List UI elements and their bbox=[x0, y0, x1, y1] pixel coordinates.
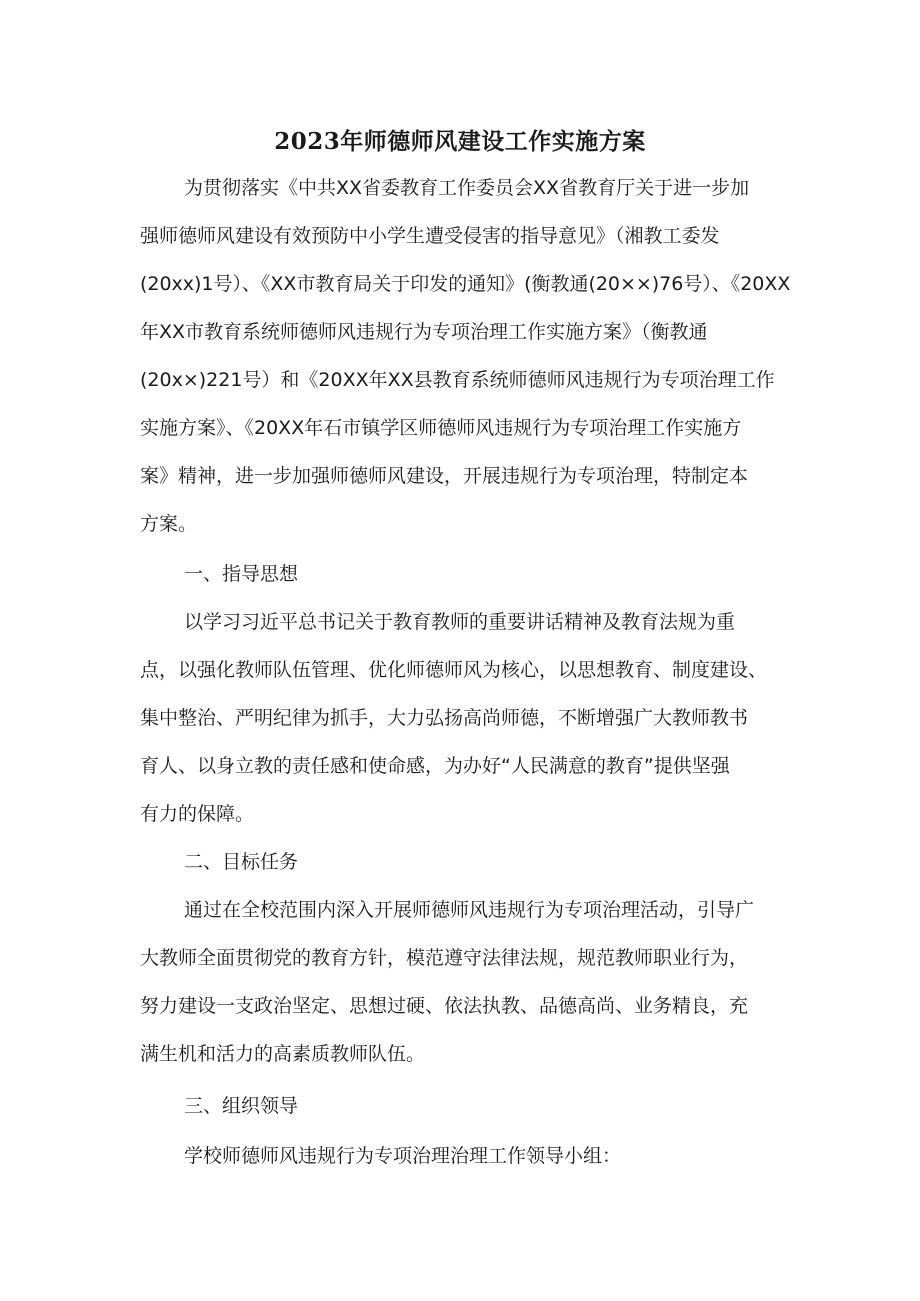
section-heading-goals: 二、目标任务 bbox=[184, 851, 299, 873]
document-title: 2023年师德师风建设工作实施方案 bbox=[274, 128, 646, 155]
section1-line-5: 有力的保障。 bbox=[140, 803, 255, 825]
intro-line-1: 为贯彻落实《中共XX省委教育工作委员会XX省教育厅关于进一步加 bbox=[184, 177, 750, 199]
intro-line-8: 方案。 bbox=[140, 513, 198, 535]
section1-line-1: 以学习习近平总书记关于教育教师的重要讲话精神及教育法规为重 bbox=[184, 611, 736, 633]
section1-line-3: 集中整治、严明纪律为抓手，大力弘扬高尚师德，不断增强广大教师教书 bbox=[140, 707, 749, 729]
intro-line-5: (20x×)221号）和《20XX年XX县教育系统师德师风违规行为专项治理工作 bbox=[140, 369, 775, 391]
intro-line-6: 实施方案》、《20XX年石市镇学区师德师风违规行为专项治理工作实施方 bbox=[140, 417, 742, 439]
intro-line-7: 案》精神，进一步加强师德师风建设，开展违规行为专项治理，特制定本 bbox=[140, 465, 749, 487]
section1-line-4: 育人、以身立教的责任感和使命感，为办好“人民满意的教育”提供坚强 bbox=[140, 755, 730, 777]
section1-line-2: 点，以强化教师队伍管理、优化师德师风为核心，以思想教育、制度建设、 bbox=[140, 659, 768, 681]
section2-line-1: 通过在全校范围内深入开展师德师风违规行为专项治理活动，引导广 bbox=[184, 899, 755, 921]
section3-line-1: 学校师德师风违规行为专项治理治理工作领导小组： bbox=[184, 1145, 622, 1167]
section-heading-organization: 三、组织领导 bbox=[184, 1095, 299, 1117]
section2-line-2: 大教师全面贯彻党的教育方针，模范遵守法律法规，规范教师职业行为， bbox=[140, 947, 749, 969]
intro-line-2: 强师德师风建设有效预防中小学生遭受侵害的指导意见》（湘教工委发 bbox=[140, 225, 720, 247]
intro-line-3: (20xx)1号）、《XX市教育局关于印发的通知》(衡教通(20××)76号）、《20XX bbox=[140, 273, 791, 295]
section2-line-3: 努力建设一支政治坚定、思想过硬、依法执教、品德高尚、业务精良，充 bbox=[140, 995, 749, 1017]
intro-line-4: 年XX市教育系统师德师风违规行为专项治理工作实施方案》（衡教通 bbox=[140, 321, 708, 343]
section-heading-guiding-ideology: 一、指导思想 bbox=[184, 563, 299, 585]
section2-line-4: 满生机和活力的高素质教师队伍。 bbox=[140, 1043, 426, 1065]
